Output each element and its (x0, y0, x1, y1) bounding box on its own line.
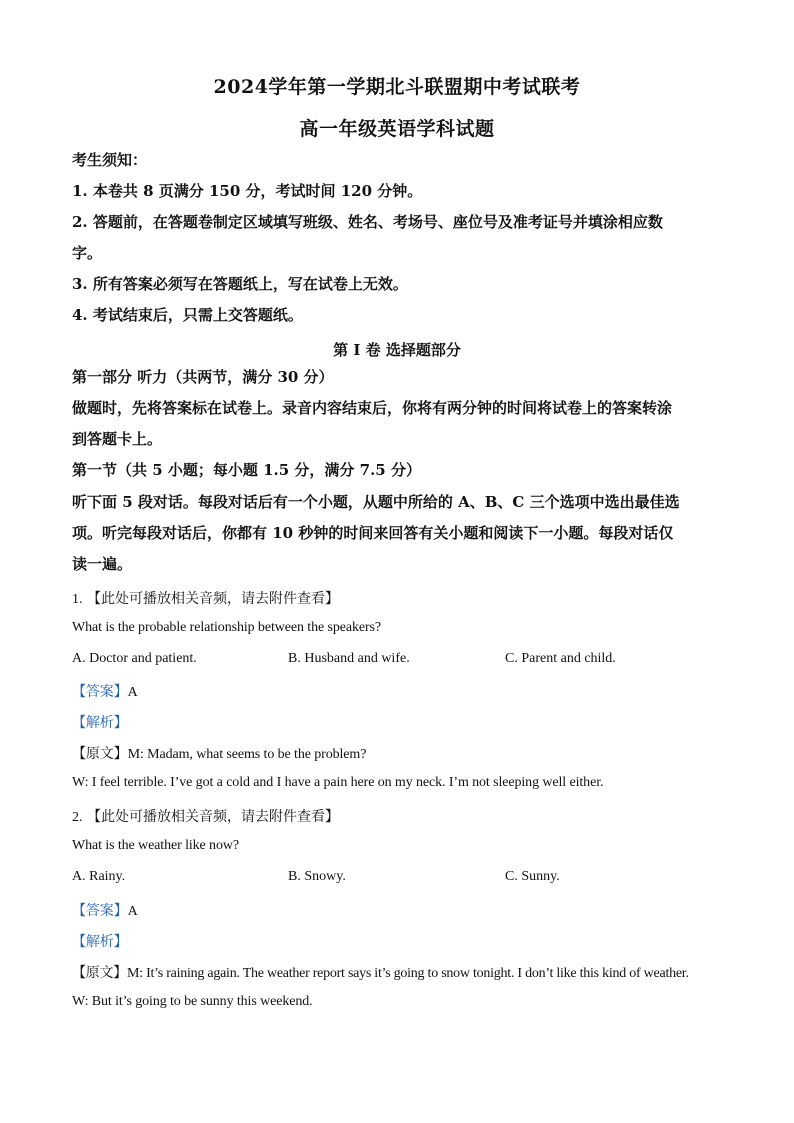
part1-heading: 第一部分 听力（共两节，满分 30 分） (72, 368, 334, 386)
q1-header (72, 588, 339, 608)
part1-instructions: 做题时，先将答案标在试卷上。录音内容结束后，你将有两分钟的时间将试卷上的答案转涂 (72, 399, 673, 417)
q1-answer-tag: 【答案】 (72, 684, 128, 700)
q2-question: What is the weather like now? (72, 838, 239, 853)
notice-item-2: 2. 答题前，在答题卷制定区域填写班级、姓名、考场号、座位号及准考证号并填涂相应数 (72, 213, 663, 231)
section1-instructions-end: 读一遍。 (72, 555, 133, 573)
part1-instructions-cont: 到答题卡上。 (72, 430, 163, 448)
q2-option-c: C. Sunny. (505, 869, 560, 884)
q2-option-a: A. Rainy. (72, 869, 126, 884)
section1-heading: 第一节（共 5 小题；每小题 1.5 分，满分 7.5 分） (72, 461, 421, 479)
q1-question: What is the probable relationship between the speakers? (72, 620, 381, 635)
q2-analysis-tag: 【解析】 (72, 934, 128, 950)
q1-transcript-w: W: I feel terrible. I’ve got a cold and I have a pain here on my neck. I’m not sleeping well either. (72, 775, 604, 790)
q2-answer (72, 900, 138, 920)
section1-instructions: 听下面 5 段对话。每段对话后有一个小题，从题中所给的 A、B、C 三个选项中选出最佳选 (72, 493, 680, 511)
notice-heading: 考生须知： (72, 151, 148, 169)
notice-item-1: 1. 本卷共 8 页满分 150 分，考试时间 120 分钟。 (72, 182, 423, 200)
q2-answer-tag: 【答案】 (72, 903, 128, 919)
section1-instructions-cont: 项。听完每段对话后，你都有 10 秒钟的时间来回答有关小题和阅读下一小题。每段对话仅 (72, 524, 674, 542)
exam-subtitle: 高一年级英语学科试题 (299, 118, 495, 140)
q1-number: 1. (72, 592, 83, 607)
exam-title: 2024学年第一学期北斗联盟期中考试联考 (213, 76, 581, 98)
q1-original-tag: 【原文】 (72, 746, 128, 762)
q1-transcript-m (72, 743, 366, 763)
q2-original-tag: 【原文】 (72, 965, 127, 981)
notice-item-4: 4. 考试结束后，只需上交答题纸。 (72, 306, 303, 324)
q1-option-a: A. Doctor and patient. (72, 651, 197, 666)
q2-analysis (72, 931, 128, 951)
q2-number: 2. (72, 810, 83, 825)
q1-answer-value: A (127, 685, 138, 700)
q2-transcript-m (72, 962, 689, 982)
q1-option-c: C. Parent and child. (505, 651, 616, 666)
q2-audio-note: 【此处可播放相关音频，请去附件查看】 (86, 809, 339, 825)
volume-title: 第 I 卷 选择题部分 (333, 341, 461, 359)
q1-audio-note: 【此处可播放相关音频，请去附件查看】 (86, 591, 339, 607)
q1-analysis (72, 712, 128, 732)
q2-transcript-w: W: But it’s going to be sunny this weekend. (72, 994, 313, 1009)
q1-line-m: M: Madam, what seems to be the problem? (127, 747, 367, 762)
q2-answer-value: A (127, 904, 138, 919)
q2-header (72, 806, 339, 826)
q2-line-m: M: It’s raining again. The weather report says it’s going to snow tonight. I don’t like this kind of weather. (127, 966, 689, 981)
q1-option-b: B. Husband and wife. (288, 651, 410, 666)
notice-item-2-cont: 字。 (72, 244, 103, 262)
notice-item-3: 3. 所有答案必须写在答题纸上，写在试卷上无效。 (72, 275, 408, 293)
q1-answer (72, 681, 138, 701)
q1-analysis-tag: 【解析】 (72, 715, 128, 731)
q2-option-b: B. Snowy. (288, 869, 346, 884)
